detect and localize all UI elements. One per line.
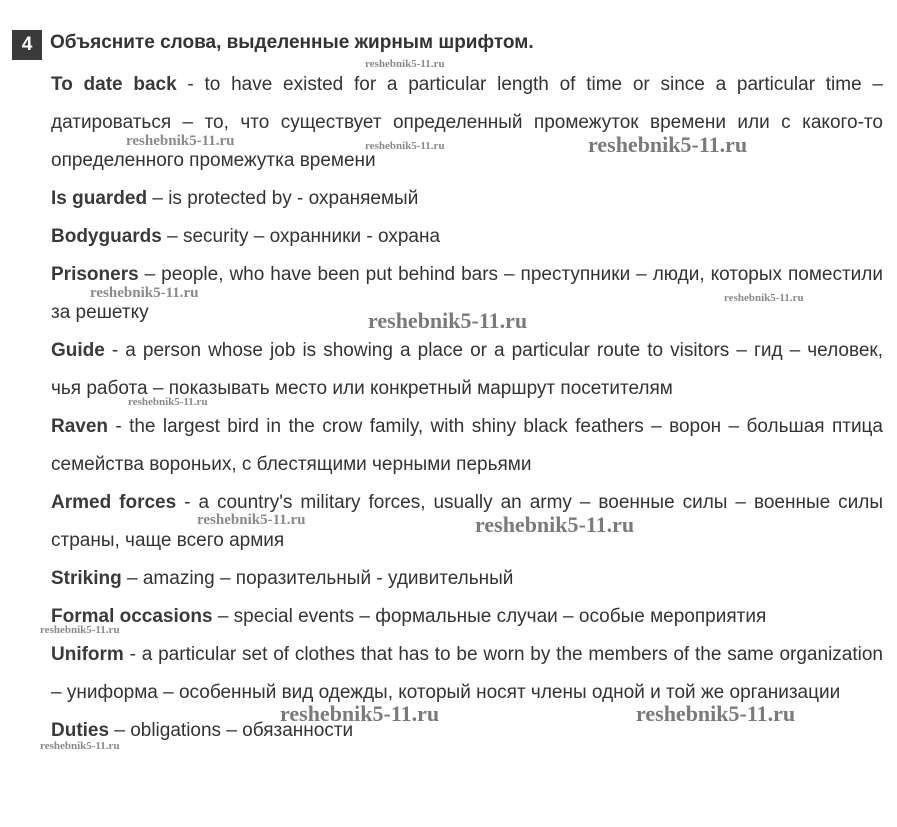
task-title: Объясните слова, выделенные жирным шрифтом. <box>50 32 534 53</box>
entry-term: Raven <box>51 416 109 437</box>
entry-definition: - the largest bird in the crow family, with shiny black feathers – ворон – большая птица семейства вороньих, с блестящими черными перьями <box>51 416 883 475</box>
watermark: reshebnik5-11.ru <box>475 512 635 537</box>
entry-term: Striking <box>51 568 122 589</box>
vocabulary-list <box>51 66 883 750</box>
entry-definition: – obligations – обязанности <box>109 720 354 741</box>
entry-bodyguards <box>51 218 883 256</box>
entry-raven <box>51 408 883 484</box>
entry-guide <box>51 332 883 408</box>
entry-term: Armed forces <box>51 492 177 513</box>
entry-uniform <box>51 636 883 712</box>
entry-prisoners <box>51 256 883 332</box>
watermark: reshebnik5-11.ru <box>368 308 528 333</box>
watermark: reshebnik5-11.ru <box>365 140 445 152</box>
entry-duties <box>51 712 883 750</box>
entry-term: Duties <box>51 720 110 741</box>
entry-definition: - a person whose job is showing a place or a particular route to visitors – гид – человек, чья работа – показывать место или конкретный маршрут посетителям <box>51 340 883 399</box>
entry-to-date-back <box>51 66 883 180</box>
watermark: reshebnik5-11.ru <box>724 292 804 304</box>
entry-definition: – special events – формальные случаи – особые мероприятия <box>212 606 767 627</box>
entry-definition: - a particular set of clothes that has to be worn by the members of the same organization – униформа – особенный вид одежды, который носят члены одной и той же организации <box>51 644 883 703</box>
entry-is-guarded <box>51 180 883 218</box>
task-number-badge: 4 <box>12 30 42 60</box>
entry-definition: - to have existed for a particular length of time or since a particular time – датироваться – то, что существует определенный промежуток времени или с какого-то определенного промежутка времени <box>51 74 883 171</box>
entry-definition: – is protected by - охраняемый <box>147 188 419 209</box>
watermark: reshebnik5-11.ru <box>280 701 440 726</box>
entry-definition: – people, who have been put behind bars – преступники – люди, которых поместили за решетку <box>51 264 883 323</box>
entry-term: Formal occasions <box>51 606 213 627</box>
watermark: reshebnik5-11.ru <box>40 740 120 752</box>
entry-term: Prisoners <box>51 264 139 285</box>
watermark: reshebnik5-11.ru <box>90 285 199 301</box>
watermark: reshebnik5-11.ru <box>128 396 208 408</box>
entry-striking <box>51 560 883 598</box>
entry-term: Is guarded <box>51 188 148 209</box>
entry-term: Bodyguards <box>51 226 162 247</box>
entry-formal-occasions <box>51 598 883 636</box>
entry-definition: – security – охранники - охрана <box>161 226 441 247</box>
watermark: reshebnik5-11.ru <box>197 512 306 528</box>
watermark: reshebnik5-11.ru <box>40 624 120 636</box>
entry-definition: - a country's military forces, usually an army – военные силы – военные силы страны, чаще всего армия <box>51 492 884 551</box>
entry-term: Guide <box>51 340 105 361</box>
entry-term: Uniform <box>51 644 124 665</box>
watermark: reshebnik5-11.ru <box>588 132 748 157</box>
entry-definition: – amazing – поразительный - удивительный <box>121 568 514 589</box>
watermark: reshebnik5-11.ru <box>365 58 445 70</box>
entry-armed-forces <box>51 484 883 560</box>
watermark: reshebnik5-11.ru <box>636 701 796 726</box>
watermark: reshebnik5-11.ru <box>126 133 235 149</box>
entry-term: To date back <box>51 74 177 95</box>
